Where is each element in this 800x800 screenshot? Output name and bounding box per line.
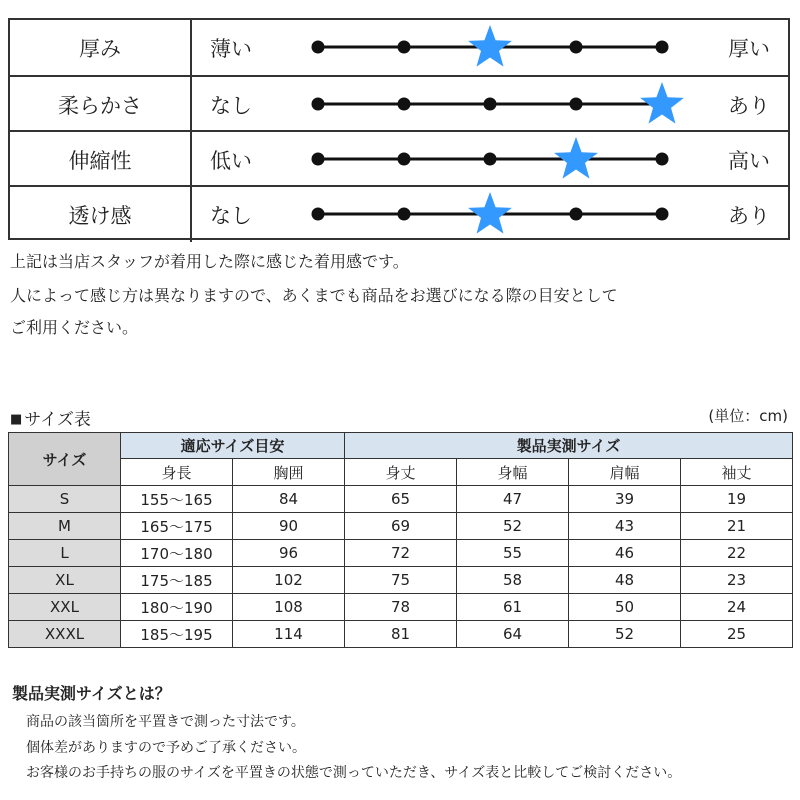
feel-row [10, 185, 788, 242]
column-header: 身長 [121, 459, 233, 486]
table-cell: 90 [233, 513, 345, 540]
column-header: 袖丈 [681, 459, 793, 486]
table-cell: 39 [569, 486, 681, 513]
star-icon [554, 137, 598, 179]
explanation-line-2: 個体差がありますので予めご了承ください。 [26, 740, 306, 756]
column-header: 肩幅 [569, 459, 681, 486]
size-name-cell: M [9, 513, 121, 540]
scale-dot [570, 208, 583, 221]
size-header: サイズ [9, 433, 121, 486]
table-cell: 22 [681, 540, 793, 567]
feel-scale [290, 77, 690, 132]
feel-row [10, 130, 788, 187]
table-cell: 96 [233, 540, 345, 567]
scale-dot [656, 153, 669, 166]
scale-dot [312, 98, 325, 111]
table-row [9, 540, 793, 567]
table-cell: 81 [345, 621, 457, 648]
explanation-title: 製品実測サイズとは？ [12, 684, 171, 703]
feel-high-label: 厚い [728, 36, 770, 61]
table-cell: 58 [457, 567, 569, 594]
group-measured-header: 製品実測サイズ [345, 433, 793, 459]
unit-label: (単位：cm) [708, 407, 788, 425]
table-cell: 75 [345, 567, 457, 594]
feel-high-label: あり [728, 93, 770, 118]
column-header: 身丈 [345, 459, 457, 486]
table-cell: 65 [345, 486, 457, 513]
scale-dot [656, 208, 669, 221]
table-cell: 47 [457, 486, 569, 513]
size-table-title: サイズ表 [24, 410, 91, 430]
feel-low-label: なし [210, 93, 252, 118]
size-name-cell: L [9, 540, 121, 567]
feel-scale [290, 187, 690, 242]
scale-dot [484, 98, 497, 111]
feel-low-label: 薄い [210, 36, 252, 61]
table-cell: 19 [681, 486, 793, 513]
table-cell: 102 [233, 567, 345, 594]
scale-dot [312, 208, 325, 221]
scale-dot [398, 98, 411, 111]
table-cell: 46 [569, 540, 681, 567]
group-fit-header: 適応サイズ目安 [121, 433, 345, 459]
table-cell: 43 [569, 513, 681, 540]
square-bullet-icon: ■ [10, 412, 23, 427]
scale-dot [312, 153, 325, 166]
feel-row [10, 75, 788, 132]
table-cell: 78 [345, 594, 457, 621]
table-row [9, 486, 793, 513]
table-cell: 21 [681, 513, 793, 540]
feel-low-label: なし [210, 203, 252, 228]
feel-label: 厚み [10, 20, 192, 75]
size-table [8, 432, 793, 648]
table-row [9, 621, 793, 648]
table-cell: 114 [233, 621, 345, 648]
table-cell: 64 [457, 621, 569, 648]
feel-chart [8, 18, 790, 240]
scale-dot [312, 41, 325, 54]
table-cell: 24 [681, 594, 793, 621]
size-table-heading [10, 405, 91, 430]
scale-dot [570, 98, 583, 111]
explanation-line-1: 商品の該当箇所を平置きで測った寸法です。 [26, 714, 305, 730]
star-icon [468, 25, 512, 67]
table-cell: 55 [457, 540, 569, 567]
table-cell: 180〜190 [121, 594, 233, 621]
table-cell: 72 [345, 540, 457, 567]
table-cell: 25 [681, 621, 793, 648]
scale-dot [570, 41, 583, 54]
feel-scale [290, 20, 690, 75]
feel-row [10, 20, 788, 75]
table-cell: 155〜165 [121, 486, 233, 513]
note-line-2: 人によって感じ方は異なりますので、あくまでも商品をお選びになる際の目安として [10, 286, 618, 305]
note-line-1: 上記は当店スタッフが着用した際に感じた着用感です。 [10, 252, 409, 271]
table-cell: 52 [569, 621, 681, 648]
size-name-cell: XL [9, 567, 121, 594]
column-header: 胸囲 [233, 459, 345, 486]
table-cell: 48 [569, 567, 681, 594]
size-name-cell: XXXL [9, 621, 121, 648]
star-icon [468, 192, 512, 234]
feel-label: 透け感 [10, 187, 192, 242]
feel-low-label: 低い [210, 148, 252, 173]
table-cell: 52 [457, 513, 569, 540]
table-cell: 69 [345, 513, 457, 540]
table-cell: 170〜180 [121, 540, 233, 567]
size-name-cell: S [9, 486, 121, 513]
scale-dot [656, 41, 669, 54]
scale-dot [398, 153, 411, 166]
table-cell: 185〜195 [121, 621, 233, 648]
table-cell: 23 [681, 567, 793, 594]
table-cell: 84 [233, 486, 345, 513]
feel-scale [290, 132, 690, 187]
feel-high-label: 高い [728, 148, 770, 173]
star-icon [640, 82, 684, 124]
table-row [9, 567, 793, 594]
feel-label: 柔らかさ [10, 77, 192, 132]
table-cell: 175〜185 [121, 567, 233, 594]
feel-high-label: あり [728, 203, 770, 228]
scale-dot [398, 208, 411, 221]
table-row [9, 513, 793, 540]
table-cell: 165〜175 [121, 513, 233, 540]
scale-dot [398, 41, 411, 54]
table-row [9, 594, 793, 621]
table-cell: 108 [233, 594, 345, 621]
table-cell: 50 [569, 594, 681, 621]
column-header: 身幅 [457, 459, 569, 486]
size-name-cell: XXL [9, 594, 121, 621]
feel-label: 伸縮性 [10, 132, 192, 187]
table-cell: 61 [457, 594, 569, 621]
note-line-3: ご利用ください。 [10, 318, 139, 337]
explanation-line-3: お客様のお手持ちの服のサイズを平置きの状態で測っていただき、サイズ表と比較してご検討ください。 [26, 765, 682, 781]
scale-dot [484, 153, 497, 166]
